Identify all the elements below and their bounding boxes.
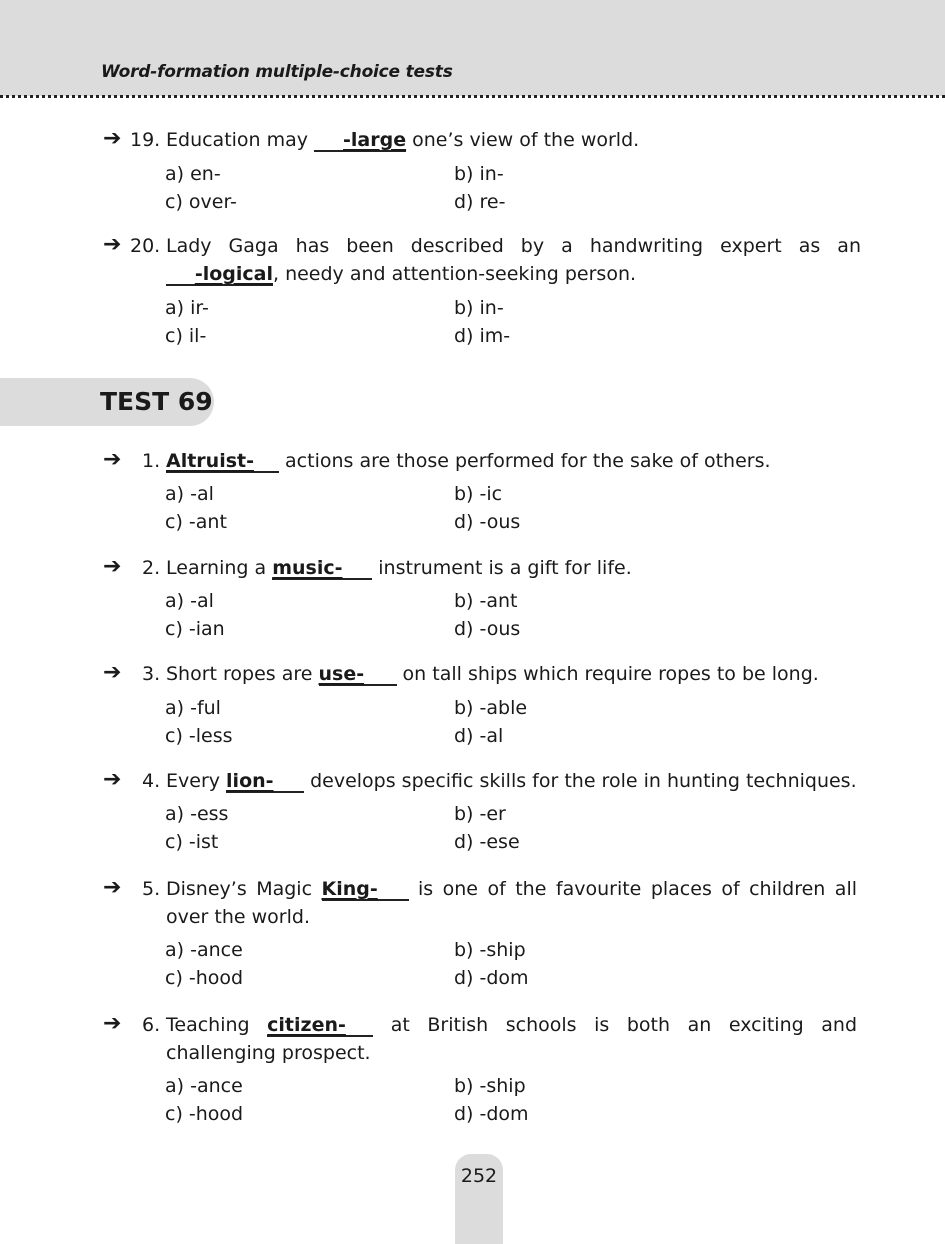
answer-blank: lion-: [226, 771, 304, 793]
option-b: b) in-: [454, 297, 504, 319]
question-text: Education may -large one’s view of the world.: [166, 129, 640, 151]
question-text: Lady Gaga has been described by a handwriting expert as an -logical, needy and attention-seeking person.: [166, 235, 861, 285]
answer-blank: use-: [319, 664, 397, 686]
option-a: a) -ance: [165, 939, 243, 961]
question-number: 19.: [130, 129, 161, 151]
question-number: 1.: [142, 450, 161, 472]
question-1: [103, 447, 857, 475]
question-4: [103, 767, 857, 795]
option-b: b) -ant: [454, 590, 518, 612]
option-b: b) -er: [454, 803, 506, 825]
test-title: TEST 69: [100, 387, 213, 416]
option-d: d) im-: [454, 325, 511, 347]
option-a: a) -al: [165, 590, 214, 612]
option-b: b) -ic: [454, 483, 503, 505]
option-d: d) -ous: [454, 618, 521, 640]
question-number: 3.: [142, 663, 161, 685]
arrow-icon: ➔: [103, 447, 122, 472]
option-d: d) -al: [454, 725, 504, 747]
answer-blank: music-: [272, 558, 372, 580]
arrow-icon: ➔: [103, 554, 122, 579]
option-d: d) re-: [454, 191, 506, 213]
answer-blank: -large: [314, 130, 406, 152]
option-a: a) -al: [165, 483, 214, 505]
answer-blank: Altruist-: [166, 451, 279, 473]
option-d: d) -ese: [454, 831, 520, 853]
question-text: Altruist- actions are those performed for the sake of others.: [166, 450, 771, 472]
question-text: Learning a music- instrument is a gift for life.: [166, 557, 632, 579]
arrow-icon: ➔: [103, 1011, 122, 1036]
option-c: c) -ant: [165, 511, 227, 533]
option-a: a) -ance: [165, 1075, 243, 1097]
arrow-icon: ➔: [103, 875, 122, 900]
question-number: 2.: [142, 557, 161, 579]
option-a: a) -ess: [165, 803, 229, 825]
option-b: b) -ship: [454, 1075, 526, 1097]
page-number: 252: [460, 1165, 498, 1187]
arrow-icon: ➔: [103, 767, 122, 792]
option-c: c) -hood: [165, 1103, 244, 1125]
question-text: Teaching citizen- at British schools is both an exciting and challenging prospect.: [166, 1014, 858, 1064]
question-number: 4.: [142, 770, 161, 792]
question-number: 5.: [142, 878, 161, 900]
option-c: c) -ian: [165, 618, 225, 640]
question-text: Disney’s Magic King- is one of the favourite places of children all over the world.: [166, 878, 858, 928]
question-20: [103, 232, 861, 288]
arrow-icon: ➔: [103, 126, 122, 151]
question-2: [103, 554, 857, 582]
question-19: [103, 126, 857, 154]
option-a: a) -ful: [165, 697, 221, 719]
arrow-icon: ➔: [103, 660, 122, 685]
option-a: a) ir-: [165, 297, 209, 319]
question-number: 20.: [130, 235, 161, 257]
option-c: c) over-: [165, 191, 237, 213]
option-c: c) il-: [165, 325, 207, 347]
question-text: Every lion- develops specific skills for the role in hunting techniques.: [166, 770, 857, 792]
option-b: b) in-: [454, 163, 504, 185]
option-a: a) en-: [165, 163, 221, 185]
option-c: c) -ist: [165, 831, 219, 853]
question-5: [103, 875, 857, 931]
header-title: Word-formation multiple-choice tests: [101, 62, 453, 82]
option-d: d) -dom: [454, 967, 529, 989]
option-b: b) -able: [454, 697, 528, 719]
answer-blank: citizen-: [267, 1015, 373, 1037]
option-c: c) -hood: [165, 967, 244, 989]
question-text: Short ropes are use- on tall ships which require ropes to be long.: [166, 663, 819, 685]
option-b: b) -ship: [454, 939, 526, 961]
question-number: 6.: [142, 1014, 161, 1036]
question-6: [103, 1011, 857, 1067]
option-c: c) -less: [165, 725, 233, 747]
option-d: d) -dom: [454, 1103, 529, 1125]
question-3: [103, 660, 857, 688]
option-d: d) -ous: [454, 511, 521, 533]
answer-blank: -logical: [166, 264, 273, 286]
answer-blank: King-: [322, 879, 409, 901]
arrow-icon: ➔: [103, 232, 122, 257]
header-divider: [0, 95, 945, 98]
